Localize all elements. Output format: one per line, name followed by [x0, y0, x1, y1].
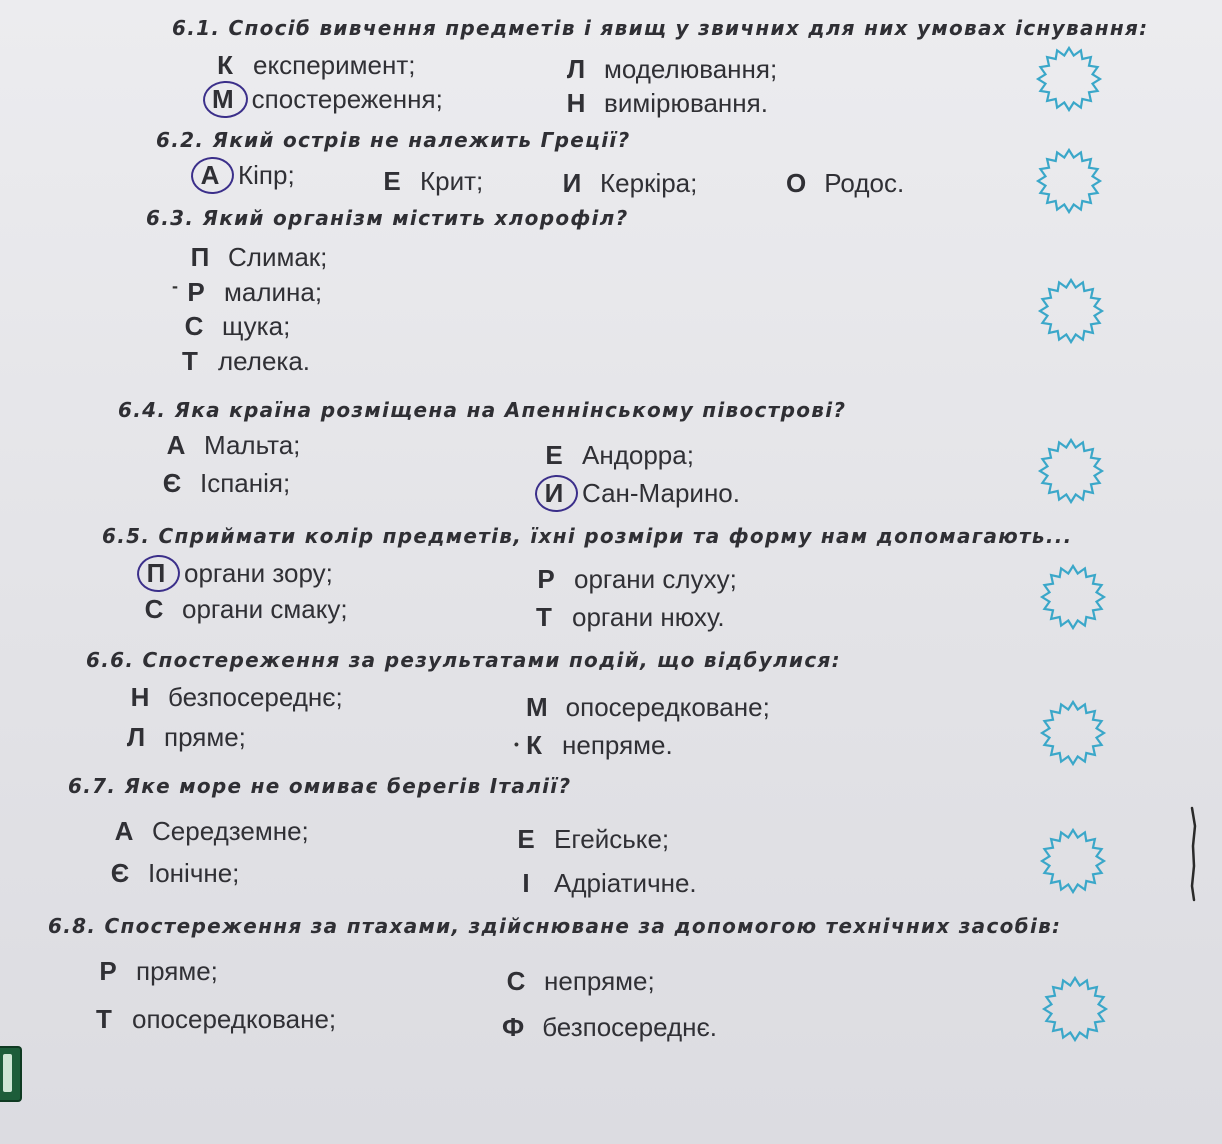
question-6-5-title: 6.5. Сприймати колір предметів, їхні розміри та форму нам допомагають...: [102, 524, 1073, 548]
option-text: вимірювання.: [604, 88, 768, 118]
option-6-7-ye[interactable]: [110, 858, 239, 889]
option-letter: Р: [99, 956, 117, 986]
option-letter: Т: [536, 602, 552, 632]
option-6-8-r[interactable]: [98, 956, 218, 987]
option-letter-circled: А: [200, 160, 220, 190]
option-text: опосередковане;: [132, 1004, 337, 1034]
option-text: Крит;: [420, 166, 484, 196]
option-6-1-n[interactable]: [566, 88, 768, 119]
question-6-2-title: 6.2. Який острів не належить Греції?: [156, 128, 631, 152]
option-letter: Р: [187, 277, 205, 307]
option-text: пряме;: [164, 722, 246, 752]
answer-star-burst-icon[interactable]: [1036, 276, 1106, 346]
pencil-margin-line: [1186, 806, 1200, 902]
option-text: експеримент;: [253, 50, 416, 80]
option-text: Мальта;: [204, 430, 301, 460]
option-6-6-l[interactable]: [126, 722, 246, 753]
question-6-1-title: 6.1. Спосіб вивчення предметів і явищ у звичних для них умовах існування:: [172, 16, 1149, 40]
option-text: опосередковане;: [565, 692, 770, 722]
answer-star-burst-icon[interactable]: [1036, 436, 1106, 506]
option-text: Іспанія;: [200, 468, 291, 498]
option-6-1-m[interactable]: [212, 84, 443, 115]
answer-star-burst-icon[interactable]: [1038, 562, 1108, 632]
option-6-1-l[interactable]: [566, 54, 777, 85]
option-text: Сан-Марино.: [582, 478, 740, 508]
option-letter-circled: М: [212, 84, 234, 114]
answer-star-burst-icon[interactable]: [1040, 974, 1110, 1044]
option-text: Іонічне;: [148, 858, 240, 888]
option-text: Керкіра;: [600, 168, 698, 198]
answer-star-burst-icon[interactable]: [1038, 826, 1108, 896]
option-letter: Ф: [502, 1012, 525, 1042]
option-letter: Р: [537, 564, 555, 594]
option-text: Родос.: [824, 168, 905, 198]
option-text: малина;: [224, 277, 323, 307]
option-letter: Е: [517, 824, 535, 854]
option-6-5-p[interactable]: [146, 558, 333, 589]
option-text: Кіпр;: [238, 160, 295, 190]
option-letter-circled: И: [544, 478, 564, 508]
option-text: Егейське;: [554, 824, 670, 854]
option-letter: М: [526, 692, 548, 722]
option-text: Адріатичне.: [554, 868, 697, 898]
answer-star-burst-icon[interactable]: [1038, 698, 1108, 768]
option-6-6-m[interactable]: [526, 692, 770, 723]
option-letter: Л: [126, 722, 146, 752]
question-6-4-title: 6.4. Яка країна розміщена на Апеннінському півострові?: [118, 398, 847, 422]
option-letter: І: [522, 868, 530, 898]
option-text: спостереження;: [251, 84, 443, 114]
option-6-7-a[interactable]: [114, 816, 309, 847]
option-6-5-t[interactable]: [534, 602, 725, 633]
option-letter: А: [166, 430, 186, 460]
option-6-4-ye[interactable]: [162, 468, 290, 499]
option-6-8-f[interactable]: [502, 1012, 717, 1043]
option-6-7-e[interactable]: [516, 824, 669, 855]
option-text: непряме.: [562, 730, 673, 760]
page-edge-tab: [0, 1046, 22, 1102]
option-6-7-i[interactable]: [516, 868, 697, 899]
option-letter: С: [506, 966, 526, 996]
pencil-dash-mark: -: [172, 276, 178, 296]
option-6-6-n[interactable]: [130, 682, 343, 713]
option-text: Андорра;: [582, 440, 694, 470]
option-text: лелека.: [218, 346, 311, 376]
option-letter: Є: [162, 468, 182, 498]
option-letter: С: [144, 594, 164, 624]
option-text: органи слуху;: [574, 564, 737, 594]
option-letter: Т: [96, 1004, 112, 1034]
option-letter: Е: [545, 440, 563, 470]
option-text: щука;: [222, 311, 291, 341]
option-6-5-r[interactable]: [536, 564, 737, 595]
option-6-4-y[interactable]: [544, 478, 740, 509]
option-6-8-t[interactable]: [94, 1004, 336, 1035]
question-6-7-title: 6.7. Яке море не омиває берегів Італії?: [68, 774, 572, 798]
option-letter: С: [184, 311, 204, 341]
option-text: органи смаку;: [182, 594, 348, 624]
option-6-4-a[interactable]: [166, 430, 300, 461]
option-text: моделювання;: [604, 54, 778, 84]
pencil-dot-mark: •: [514, 736, 519, 752]
answer-star-burst-icon[interactable]: [1034, 146, 1104, 216]
option-6-3-s[interactable]: [184, 311, 290, 342]
option-letter: Н: [130, 682, 150, 712]
option-6-3-r[interactable]: [186, 277, 322, 308]
option-text: безпосереднє;: [168, 682, 343, 712]
option-text: непряме;: [544, 966, 655, 996]
option-letter: Н: [566, 88, 586, 118]
option-text: Слимак;: [228, 242, 328, 272]
option-6-8-s[interactable]: [506, 966, 655, 997]
option-letter: Є: [110, 858, 130, 888]
option-6-1-k[interactable]: [215, 50, 415, 81]
option-letter: И: [562, 168, 582, 198]
option-letter: К: [217, 50, 233, 80]
option-6-6-k[interactable]: [524, 730, 673, 761]
option-letter-circled: П: [146, 558, 166, 588]
option-text: органи нюху.: [572, 602, 725, 632]
option-text: органи зору;: [184, 558, 333, 588]
answer-star-burst-icon[interactable]: [1034, 44, 1104, 114]
option-letter: П: [190, 242, 210, 272]
option-letter: А: [114, 816, 134, 846]
question-6-3-title: 6.3. Який організм містить хлорофіл?: [146, 206, 629, 230]
option-letter: Т: [182, 346, 198, 376]
option-6-2-o[interactable]: [786, 168, 904, 199]
option-text: пряме;: [136, 956, 218, 986]
option-text: Середземне;: [152, 816, 309, 846]
question-6-6-title: 6.6. Спостереження за результатами подій, що відбулися:: [86, 648, 841, 672]
option-letter: О: [786, 168, 807, 198]
question-6-8-title: 6.8. Спостереження за птахами, здійснюване за допомогою технічних засобів:: [48, 914, 1062, 938]
option-letter: Е: [383, 166, 401, 196]
option-6-5-s[interactable]: [144, 594, 348, 625]
option-letter: Л: [566, 54, 586, 84]
option-6-2-a[interactable]: [200, 160, 295, 191]
option-6-2-e[interactable]: [382, 166, 483, 197]
option-6-4-e[interactable]: [544, 440, 694, 471]
option-6-3-t[interactable]: [180, 346, 310, 377]
option-text: безпосереднє.: [542, 1012, 717, 1042]
option-letter: К: [526, 730, 542, 760]
option-6-3-p[interactable]: [190, 242, 327, 273]
option-6-2-y[interactable]: [562, 168, 697, 199]
